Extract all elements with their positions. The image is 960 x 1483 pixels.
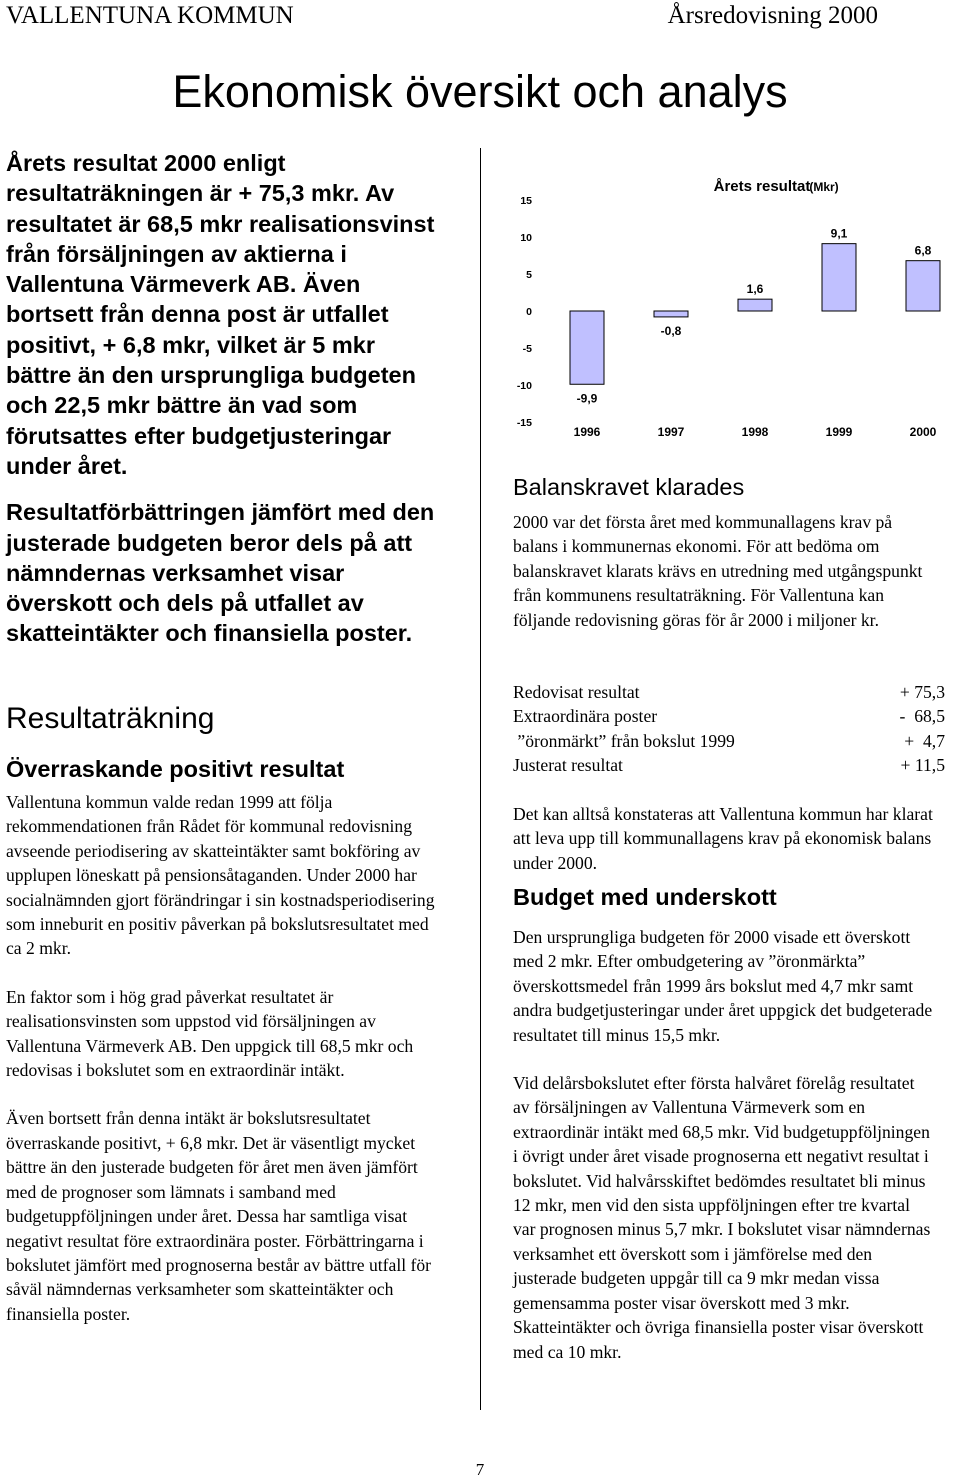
chart-title: Årets resultat — [713, 178, 811, 195]
table-row — [513, 704, 945, 728]
paragraph: En faktor som i hög grad påverkat resultatet är realisationsvinsten som uppstod vid försäljningen av Vallentuna Värmeverk AB. Den uppgick till 68,5 mkr och redovisas i bokslutet som en extraordinär intäkt. — [6, 986, 414, 1081]
paragraph: Den ursprungliga budgeten för 2000 visade ett överskott med 2 mkr. Efter ombudgetering av ”öronmärkta” överskottsmedel från 1999 års bokslut med 4,7 mkr samt andra budgetjusteringar under året uppgick det budgeterade resultatet till minus 15,5 mkr. — [513, 927, 933, 1045]
y-tick-label: 15 — [520, 195, 532, 207]
x-tick-label: 1998 — [741, 425, 769, 439]
data-label-1999: 9,1 — [830, 226, 848, 241]
paragraph: Vid delårsbokslutet efter första halvåret förelåg resultatet av försäljningen av Vallentuna Värmeverk som en extraordinär intäkt med 68,5 mkr. Vid budgetuppföljningen i övrigt under året visade prognoserna ett negativt resultat i bokslutet. Vid halvårsskiftet bedömdes resultatet bli minus 12 mkr, men vid den sista uppföljningen efter tre kvartal var prognosen minus 5,7 mkr. I bokslutet visar nämndernas verksamhet ett överskott som i jämförelse med den justerade budgeten uppgår till ca 9 mkr medan vissa gemensamma poster visar överskott med 3 mkr. Skatteintäkter och övriga finansiella poster visar överskott med ca 10 mkr. — [513, 1073, 931, 1362]
bar-2000 — [906, 261, 940, 311]
balance-heading: Balanskravet klarades — [513, 474, 745, 500]
paragraph: Även bortsett från denna intäkt är bokslutsresultatet överraskande positivt, + 6,8 mkr. Det är väsentligt mycket bättre än den justerade budgeten för året men även jämfört med de prognoser som lämnats i samband med budgetuppföljningen under året. Dessa har samtliga visat negativt resultat före extraordinära poster. Förbättringarna i bokslutet jämfört med prognoserna består av bättre utfall för såväl nämndernas verksamheter som skatteintäkter och finansiella poster. — [6, 1108, 432, 1324]
column-divider — [480, 148, 481, 1410]
table-row — [513, 753, 945, 777]
bar-1999 — [822, 244, 856, 311]
data-labels — [577, 227, 932, 406]
y-axis — [517, 195, 532, 429]
chart-title-unit: (Mkr) — [809, 180, 839, 194]
y-tick-label: 10 — [520, 232, 532, 244]
left-body-text — [6, 790, 438, 1326]
x-tick-label: 1999 — [825, 425, 853, 439]
subsection-title: Överraskande positivt resultat — [6, 756, 345, 782]
x-tick-label: 1996 — [573, 425, 601, 439]
y-tick-label: 0 — [526, 306, 532, 318]
table-row — [513, 680, 945, 704]
y-tick-label: -10 — [516, 380, 532, 392]
budget-heading: Budget med underskott — [513, 884, 777, 910]
result-bar-chart — [500, 160, 950, 450]
data-label-1998: 1,6 — [746, 282, 764, 297]
intro-paragraph: Resultatförbättringen jämfört med den justerade budgeten beror dels på att nämndernas verksamhet visar överskott och dels på utfallet av skatteintäkter och finansiella poster. — [6, 499, 435, 647]
x-axis — [574, 425, 937, 439]
page-number: 7 — [475, 1460, 485, 1479]
row-value: + 75,3 — [899, 682, 945, 702]
balance-text: 2000 var det första året med kommunallagens krav på balans i kommunernas ekonomi. För att bedöma om balanskravet klarats krävs en utredning med utgångspunkt från kommunens resultaträkning. För Vallentuna kan följande redovisning göras för år 2000 i miljoner kr. — [513, 512, 923, 630]
row-label: Justerat resultat — [513, 755, 623, 776]
data-label-1996: -9,9 — [576, 391, 598, 406]
header-report-title: Årsredovisning 2000 — [667, 2, 878, 29]
y-tick-label: -5 — [522, 343, 532, 355]
row-value: - 68,5 — [899, 706, 945, 727]
y-tick-label: 5 — [526, 269, 532, 281]
section-title-resultatrakning: Resultaträkning — [6, 702, 215, 735]
row-label: ”öronmärkt” från bokslut 1999 — [513, 730, 735, 751]
y-tick-label: -15 — [516, 417, 532, 429]
intro-paragraph: Årets resultat 2000 enligt resultaträkningen är + 75,3 mkr. Av resultatet är 68,5 mkr realisationsvinst från försäljningen av aktierna i Vallentuna Värmeverk AB. Även bortsett från denna post är utfallet positivt, + 6,8 mkr, vilket är 5 mkr bättre än den ursprungliga budgeten och 22,5 mkr bättre än vad som förutsattes efter budgetjusteringar under året. — [6, 150, 435, 479]
row-value: + 11,5 — [900, 755, 945, 776]
bar-1998 — [738, 299, 772, 311]
intro-summary — [6, 148, 442, 649]
table-row — [513, 729, 945, 753]
bar-1997 — [654, 311, 688, 317]
row-label: Redovisat resultat — [513, 682, 640, 702]
balance-table — [513, 680, 945, 778]
x-tick-label: 2000 — [909, 425, 937, 439]
budget-text — [513, 925, 933, 1364]
data-label-2000: 6,8 — [914, 243, 932, 258]
x-tick-label: 1997 — [657, 425, 685, 439]
data-label-1997: -0,8 — [660, 323, 682, 338]
paragraph: Vallentuna kommun valde redan 1999 att följa rekommendationen från Rådet för kommunal redovisning avseende periodisering av skatteintäkter samt bokföring av upplupen löneskatt på pensionsåtaganden. Under 2000 har socialnämnden gjort förändringar i sin kostnadsperiodisering som inneburit en positiv påverkan på bokslutsresultatet med ca 2 mkr. — [6, 792, 435, 959]
bar-1996 — [570, 311, 604, 384]
row-label: Extraordinära poster — [513, 706, 658, 727]
page-title: Ekonomisk översikt och analys — [172, 66, 788, 117]
row-value: + 4,7 — [904, 730, 945, 751]
balance-conclusion: Det kan alltså konstateras att Vallentuna kommun har klarat att leva upp till kommunallagens krav på ekonomisk balans under 2000. — [513, 804, 933, 873]
header-municipality: VALLENTUNA KOMMUN — [6, 2, 294, 29]
bars — [570, 244, 940, 385]
